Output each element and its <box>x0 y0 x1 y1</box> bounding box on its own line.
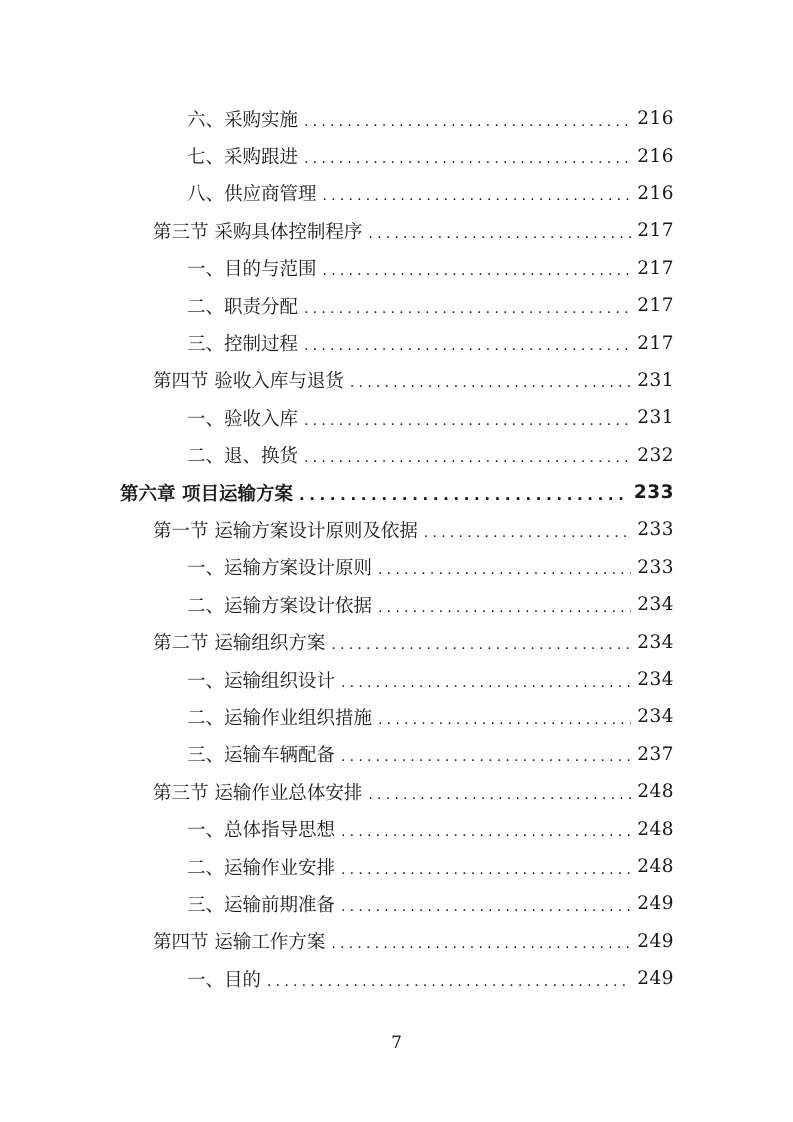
toc-dot-leader <box>304 333 631 353</box>
toc-entry[interactable] <box>0 698 793 735</box>
toc-entry-page: 234 <box>637 669 674 691</box>
toc-dot-leader <box>368 221 631 241</box>
toc-entry[interactable] <box>0 810 793 847</box>
toc-dot-leader <box>341 819 631 839</box>
toc-entry[interactable] <box>0 137 793 174</box>
toc-entry-page: 234 <box>637 594 674 616</box>
toc-entry-page: 248 <box>637 856 674 877</box>
toc-entry[interactable] <box>0 175 793 212</box>
toc-entry[interactable] <box>0 399 793 436</box>
toc-entry[interactable] <box>0 586 793 623</box>
toc-dot-leader <box>331 931 631 951</box>
toc-entry-label: 一、目的 <box>187 969 262 991</box>
toc-entry[interactable] <box>0 324 793 361</box>
toc-entry-label: 第六章 项目运输方案 <box>120 483 293 505</box>
toc-section-entry[interactable] <box>0 623 793 660</box>
toc-entry-label: 六、采购实施 <box>187 109 299 131</box>
toc-dot-leader <box>341 894 631 914</box>
toc-entry-page: 231 <box>637 369 674 391</box>
toc-entry-page: 249 <box>637 968 674 990</box>
toc-entry-page: 234 <box>637 706 674 728</box>
toc-entry[interactable] <box>0 661 793 698</box>
toc-entry-label: 一、运输组织设计 <box>187 670 336 692</box>
toc-entry[interactable] <box>0 885 793 922</box>
toc-entry-page: 216 <box>637 145 674 167</box>
toc-entry-label: 第二节 运输组织方案 <box>153 633 326 655</box>
toc-entry-page: 232 <box>637 444 674 466</box>
toc-entry[interactable] <box>0 287 793 324</box>
toc-entry-page: 216 <box>637 182 674 204</box>
toc-section-entry[interactable] <box>0 923 793 960</box>
toc-entry-label: 第三节 运输作业总体安排 <box>153 782 363 804</box>
toc-dot-leader <box>378 595 631 615</box>
toc-entry-page: 248 <box>637 781 674 803</box>
toc-dot-leader <box>304 146 631 166</box>
toc-entry-label: 一、目的与范围 <box>187 259 317 281</box>
toc-section-entry[interactable] <box>0 362 793 399</box>
toc-dot-leader <box>341 670 631 690</box>
toc-entry-page: 217 <box>637 220 674 242</box>
toc-entry-label: 二、运输作业组织措施 <box>187 707 373 729</box>
toc-entry-label: 一、验收入库 <box>187 408 299 430</box>
toc-entry-label: 第一节 运输方案设计原则及依据 <box>153 520 418 542</box>
toc-dot-leader <box>341 744 631 764</box>
toc-entry[interactable] <box>0 250 793 287</box>
toc-entry-page: 217 <box>637 257 674 279</box>
toc-dot-leader <box>323 183 632 203</box>
toc-entry-label: 三、运输前期准备 <box>187 894 336 916</box>
toc-entry-label: 第四节 运输工作方案 <box>153 932 326 954</box>
toc-section-entry[interactable] <box>0 773 793 810</box>
toc-entry-page: 249 <box>637 930 674 952</box>
toc-entry-label: 一、运输方案设计原则 <box>187 558 373 580</box>
toc-entry-label: 二、运输作业安排 <box>187 857 336 879</box>
toc-section-entry[interactable] <box>0 212 793 249</box>
table-of-contents <box>0 100 793 997</box>
toc-entry-label: 八、供应商管理 <box>187 184 317 206</box>
toc-entry-page: 248 <box>637 818 674 840</box>
toc-entry-label: 三、运输车辆配备 <box>187 745 336 767</box>
toc-entry-label: 二、退、换货 <box>187 446 299 468</box>
toc-entry-page: 216 <box>637 108 674 130</box>
toc-dot-leader <box>331 632 631 652</box>
toc-entry-label: 二、职责分配 <box>187 296 299 318</box>
toc-dot-leader <box>323 258 632 278</box>
toc-entry-page: 217 <box>637 332 674 354</box>
toc-entry-page: 233 <box>637 556 674 578</box>
toc-dot-leader <box>304 408 631 428</box>
toc-entry-label: 第三节 采购具体控制程序 <box>153 221 363 243</box>
toc-dot-leader <box>424 520 631 540</box>
toc-dot-leader <box>341 857 631 877</box>
toc-chapter-entry[interactable] <box>0 474 793 511</box>
toc-entry-label: 二、运输方案设计依据 <box>187 595 373 617</box>
toc-entry-label: 七、采购跟进 <box>187 147 299 169</box>
toc-dot-leader <box>299 482 628 503</box>
toc-entry[interactable] <box>0 549 793 586</box>
toc-entry-label: 三、控制过程 <box>187 334 299 356</box>
toc-dot-leader <box>378 557 631 577</box>
toc-entry[interactable] <box>0 960 793 997</box>
toc-entry[interactable] <box>0 100 793 137</box>
toc-entry-page: 231 <box>637 407 674 429</box>
toc-dot-leader <box>304 296 631 316</box>
toc-entry-page: 217 <box>637 295 674 317</box>
toc-dot-leader <box>304 445 631 465</box>
toc-entry-page: 233 <box>633 482 674 504</box>
toc-dot-leader <box>368 782 631 802</box>
toc-entry-page: 249 <box>637 893 674 915</box>
toc-dot-leader <box>350 370 631 390</box>
toc-entry-page: 237 <box>637 743 674 765</box>
toc-entry-label: 第四节 验收入库与退货 <box>153 371 344 393</box>
toc-dot-leader <box>267 969 631 989</box>
page-number: 7 <box>391 1033 402 1053</box>
toc-entry[interactable] <box>0 848 793 885</box>
toc-entry-page: 233 <box>637 519 674 541</box>
toc-section-entry[interactable] <box>0 511 793 548</box>
toc-entry-label: 一、总体指导思想 <box>187 820 336 842</box>
toc-entry-page: 234 <box>637 631 674 653</box>
toc-dot-leader <box>378 707 631 727</box>
toc-entry[interactable] <box>0 736 793 773</box>
toc-dot-leader <box>304 109 631 129</box>
toc-entry[interactable] <box>0 437 793 474</box>
